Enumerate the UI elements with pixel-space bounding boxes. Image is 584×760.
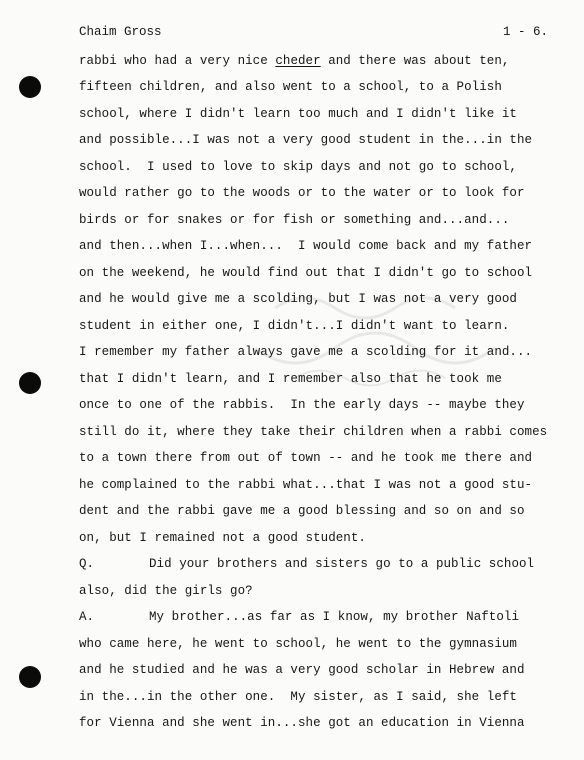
question-line: Q. Did your brothers and sisters go to a public school (79, 557, 535, 571)
body-line: would rather go to the woods or to the water or to look for (79, 186, 525, 200)
question-label: Q. (79, 557, 95, 571)
page-number: 1 - 6. (503, 25, 549, 39)
question-line: also, did the girls go? (79, 584, 253, 598)
body-line: and possible...I was not a very good student in the...in the (79, 133, 533, 147)
body-line: still do it, where they take their children when a rabbi comes (79, 425, 548, 439)
underlined-word: cheder (275, 54, 321, 68)
answer-line: who came here, he went to school, he went to the gymnasium (79, 637, 517, 651)
body-line: that I didn't learn, and I remember also that he took me (79, 372, 502, 386)
answer-line: in the...in the other one. My sister, as I said, she left (79, 690, 517, 704)
body-line: I remember my father always gave me a scolding for it and... (79, 345, 533, 359)
body-line: he complained to the rabbi what...that I was not a good stu- (79, 478, 533, 492)
interviewee-name: Chaim Gross (79, 25, 162, 39)
body-line: student in either one, I didn't...I didn't want to learn. (79, 319, 510, 333)
body-line: fifteen children, and also went to a school, to a Polish (79, 80, 502, 94)
body-line: once to one of the rabbis. In the early days -- maybe they (79, 398, 525, 412)
punch-hole (19, 372, 41, 394)
body-line: rabbi who had a very nice cheder and there was about ten, (79, 54, 510, 68)
body-line: and he would give me a scolding, but I was not a very good (79, 292, 517, 306)
punch-hole (19, 666, 41, 688)
body-line: dent and the rabbi gave me a good blessing and so on and so (79, 504, 525, 518)
answer-line: A. My brother...as far as I know, my brother Naftoli (79, 610, 520, 624)
body-line: birds or for snakes or for fish or something and...and... (79, 213, 510, 227)
body-line: school, where I didn't learn too much and I didn't like it (79, 107, 517, 121)
body-line: to a town there from out of town -- and he took me there and (79, 451, 533, 465)
body-line: and then...when I...when... I would come back and my father (79, 239, 533, 253)
answer-line: and he studied and he was a very good scholar in Hebrew and (79, 663, 525, 677)
answer-label: A. (79, 610, 95, 624)
punch-hole (19, 76, 41, 98)
answer-line: for Vienna and she went in...she got an education in Vienna (79, 716, 525, 730)
body-line: on, but I remained not a good student. (79, 531, 366, 545)
body-line: school. I used to love to skip days and not go to school, (79, 160, 517, 174)
body-line: on the weekend, he would find out that I didn't go to school (79, 266, 533, 280)
